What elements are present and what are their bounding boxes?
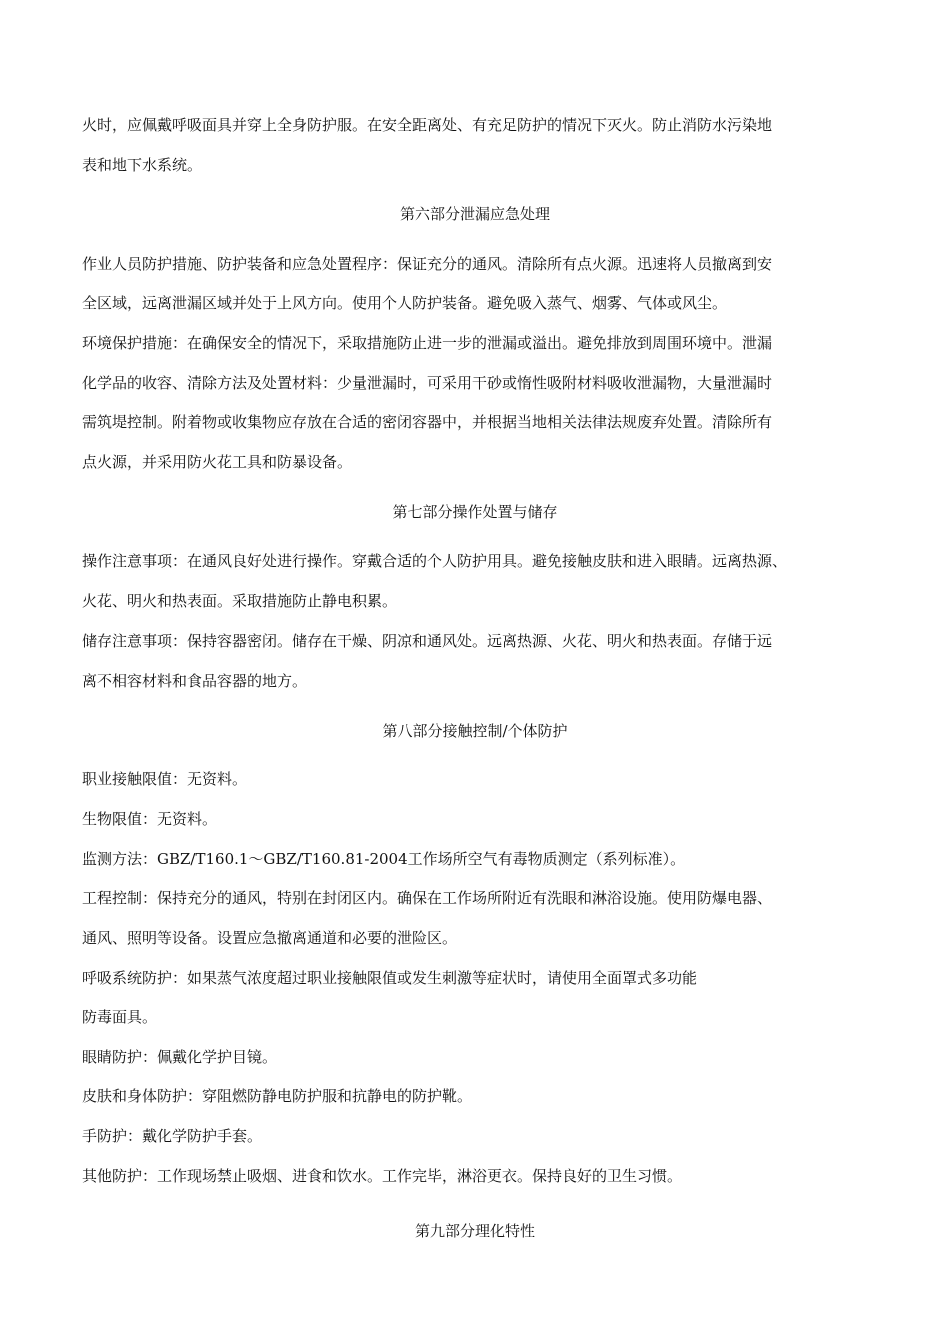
paragraph-line: 需筑堤控制。附着物或收集物应存放在合适的密闭容器中，并根据当地相关法律法规废弃处置。清除所有 xyxy=(82,413,773,431)
paragraph-line: 点火源，并采用防火花工具和防暴设备。 xyxy=(82,453,353,471)
paragraph-line: 化学品的收容、清除方法及处置材料：少量泄漏时，可采用干砂或惰性吸附材料吸收泄漏物，大量泄漏时 xyxy=(82,374,773,392)
paragraph-line: 皮肤和身体防护：穿阻燃防静电防护服和抗静电的防护靴。 xyxy=(82,1087,473,1105)
section-heading: 第九部分理化特性 xyxy=(414,1222,535,1240)
paragraph-line: 眼睛防护：佩戴化学护目镜。 xyxy=(82,1048,278,1066)
paragraph-line: 监测方法：GBZ/T160.1〜GBZ/T160.81-2004工作场所空气有毒物质测定（系列标准）。 xyxy=(82,850,686,868)
paragraph-line: 作业人员防护措施、防护装备和应急处置程序：保证充分的通风。清除所有点火源。迅速将人员撤离到安 xyxy=(82,255,773,273)
paragraph-line: 表和地下水系统。 xyxy=(82,156,203,174)
paragraph-line: 通风、照明等设备。设置应急撤离通道和必要的泄险区。 xyxy=(82,929,458,947)
paragraph-line: 呼吸系统防护：如果蒸气浓度超过职业接触限值或发生刺激等症状时，请使用全面罩式多功能 xyxy=(82,969,698,987)
paragraph-line: 手防护：戴化学防护手套。 xyxy=(82,1127,263,1145)
paragraph-line: 储存注意事项：保持容器密闭。储存在干燥、阴凉和通风处。远离热源、火花、明火和热表面。存储于远 xyxy=(82,632,773,650)
paragraph-line: 操作注意事项：在通风良好处进行操作。穿戴合适的个人防护用具。避免接触皮肤和进入眼睛。远离热源、 xyxy=(82,552,788,570)
paragraph-line: 全区域，远离泄漏区域并处于上风方向。使用个人防护装备。避免吸入蒸气、烟雾、气体或风尘。 xyxy=(82,294,728,312)
paragraph-line: 火花、明火和热表面。采取措施防止静电积累。 xyxy=(82,592,398,610)
paragraph-line: 防毒面具。 xyxy=(82,1008,158,1026)
section-heading: 第六部分泄漏应急处理 xyxy=(399,205,550,223)
paragraph-line: 其他防护：工作现场禁止吸烟、进食和饮水。工作完毕，淋浴更衣。保持良好的卫生习惯。 xyxy=(82,1167,683,1185)
section-heading: 第七部分操作处置与储存 xyxy=(392,503,558,521)
paragraph-line: 火时，应佩戴呼吸面具并穿上全身防护服。在安全距离处、有充足防护的情况下灭火。防止消防水污染地 xyxy=(82,116,773,134)
paragraph-line: 环境保护措施：在确保安全的情况下，采取措施防止进一步的泄漏或溢出。避免排放到周围环境中。泄漏 xyxy=(82,334,773,352)
paragraph-line: 离不相容材料和食品容器的地方。 xyxy=(82,672,308,690)
paragraph-line: 工程控制：保持充分的通风，特别在封闭区内。确保在工作场所附近有洗眼和淋浴设施。使用防爆电器、 xyxy=(82,889,773,907)
section-heading: 第八部分接触控制/个体防护 xyxy=(382,722,568,740)
paragraph-line: 职业接触限值：无资料。 xyxy=(82,770,248,788)
paragraph-line: 生物限值：无资料。 xyxy=(82,810,218,828)
